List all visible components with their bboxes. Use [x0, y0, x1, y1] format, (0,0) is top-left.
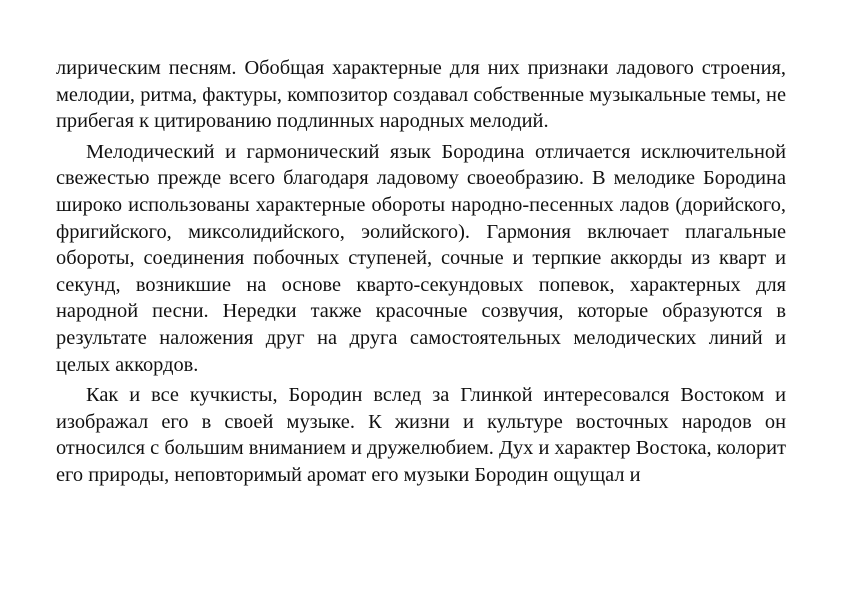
paragraph-1: лирическим песням. Обобщая характерные для них признаки ладового строения, мелодии, ритма, фактуры, композитор создавал собственные музыкальные темы, не прибегая к цитированию подлинных народных мелодий. [56, 57, 786, 133]
document-page [56, 55, 786, 493]
paragraph-3: Как и все кучкисты, Бородин вслед за Глинкой интересовался Востоком и изображал его в своей музыке. К жизни и культуре восточных народов он относился с большим вниманием и дружелюбием. Дух и характер Востока, колорит его природы, неповторимый аромат его музыки Бородин ощущал и [56, 384, 786, 486]
paragraph-2: Мелодический и гармонический язык Бородина отличается исключительной свежестью прежде всего благодаря ладовому своеобразию. В мелодике Бородина широко использованы характерные обороты народно-песенных ладов (дорийского, фригийского, миксолидийского, эолийского). Гармония включает плагальные обороты, соединения побочных ступеней, сочные и терпкие аккорды из кварт и секунд, возникшие на основе кварто-секундовых попевок, характерных для народной песни. Нередки также красочные созвучия, которые образуются в результате наложения друг на друга самостоятельных мелодических линий и целых аккордов. [56, 140, 786, 376]
